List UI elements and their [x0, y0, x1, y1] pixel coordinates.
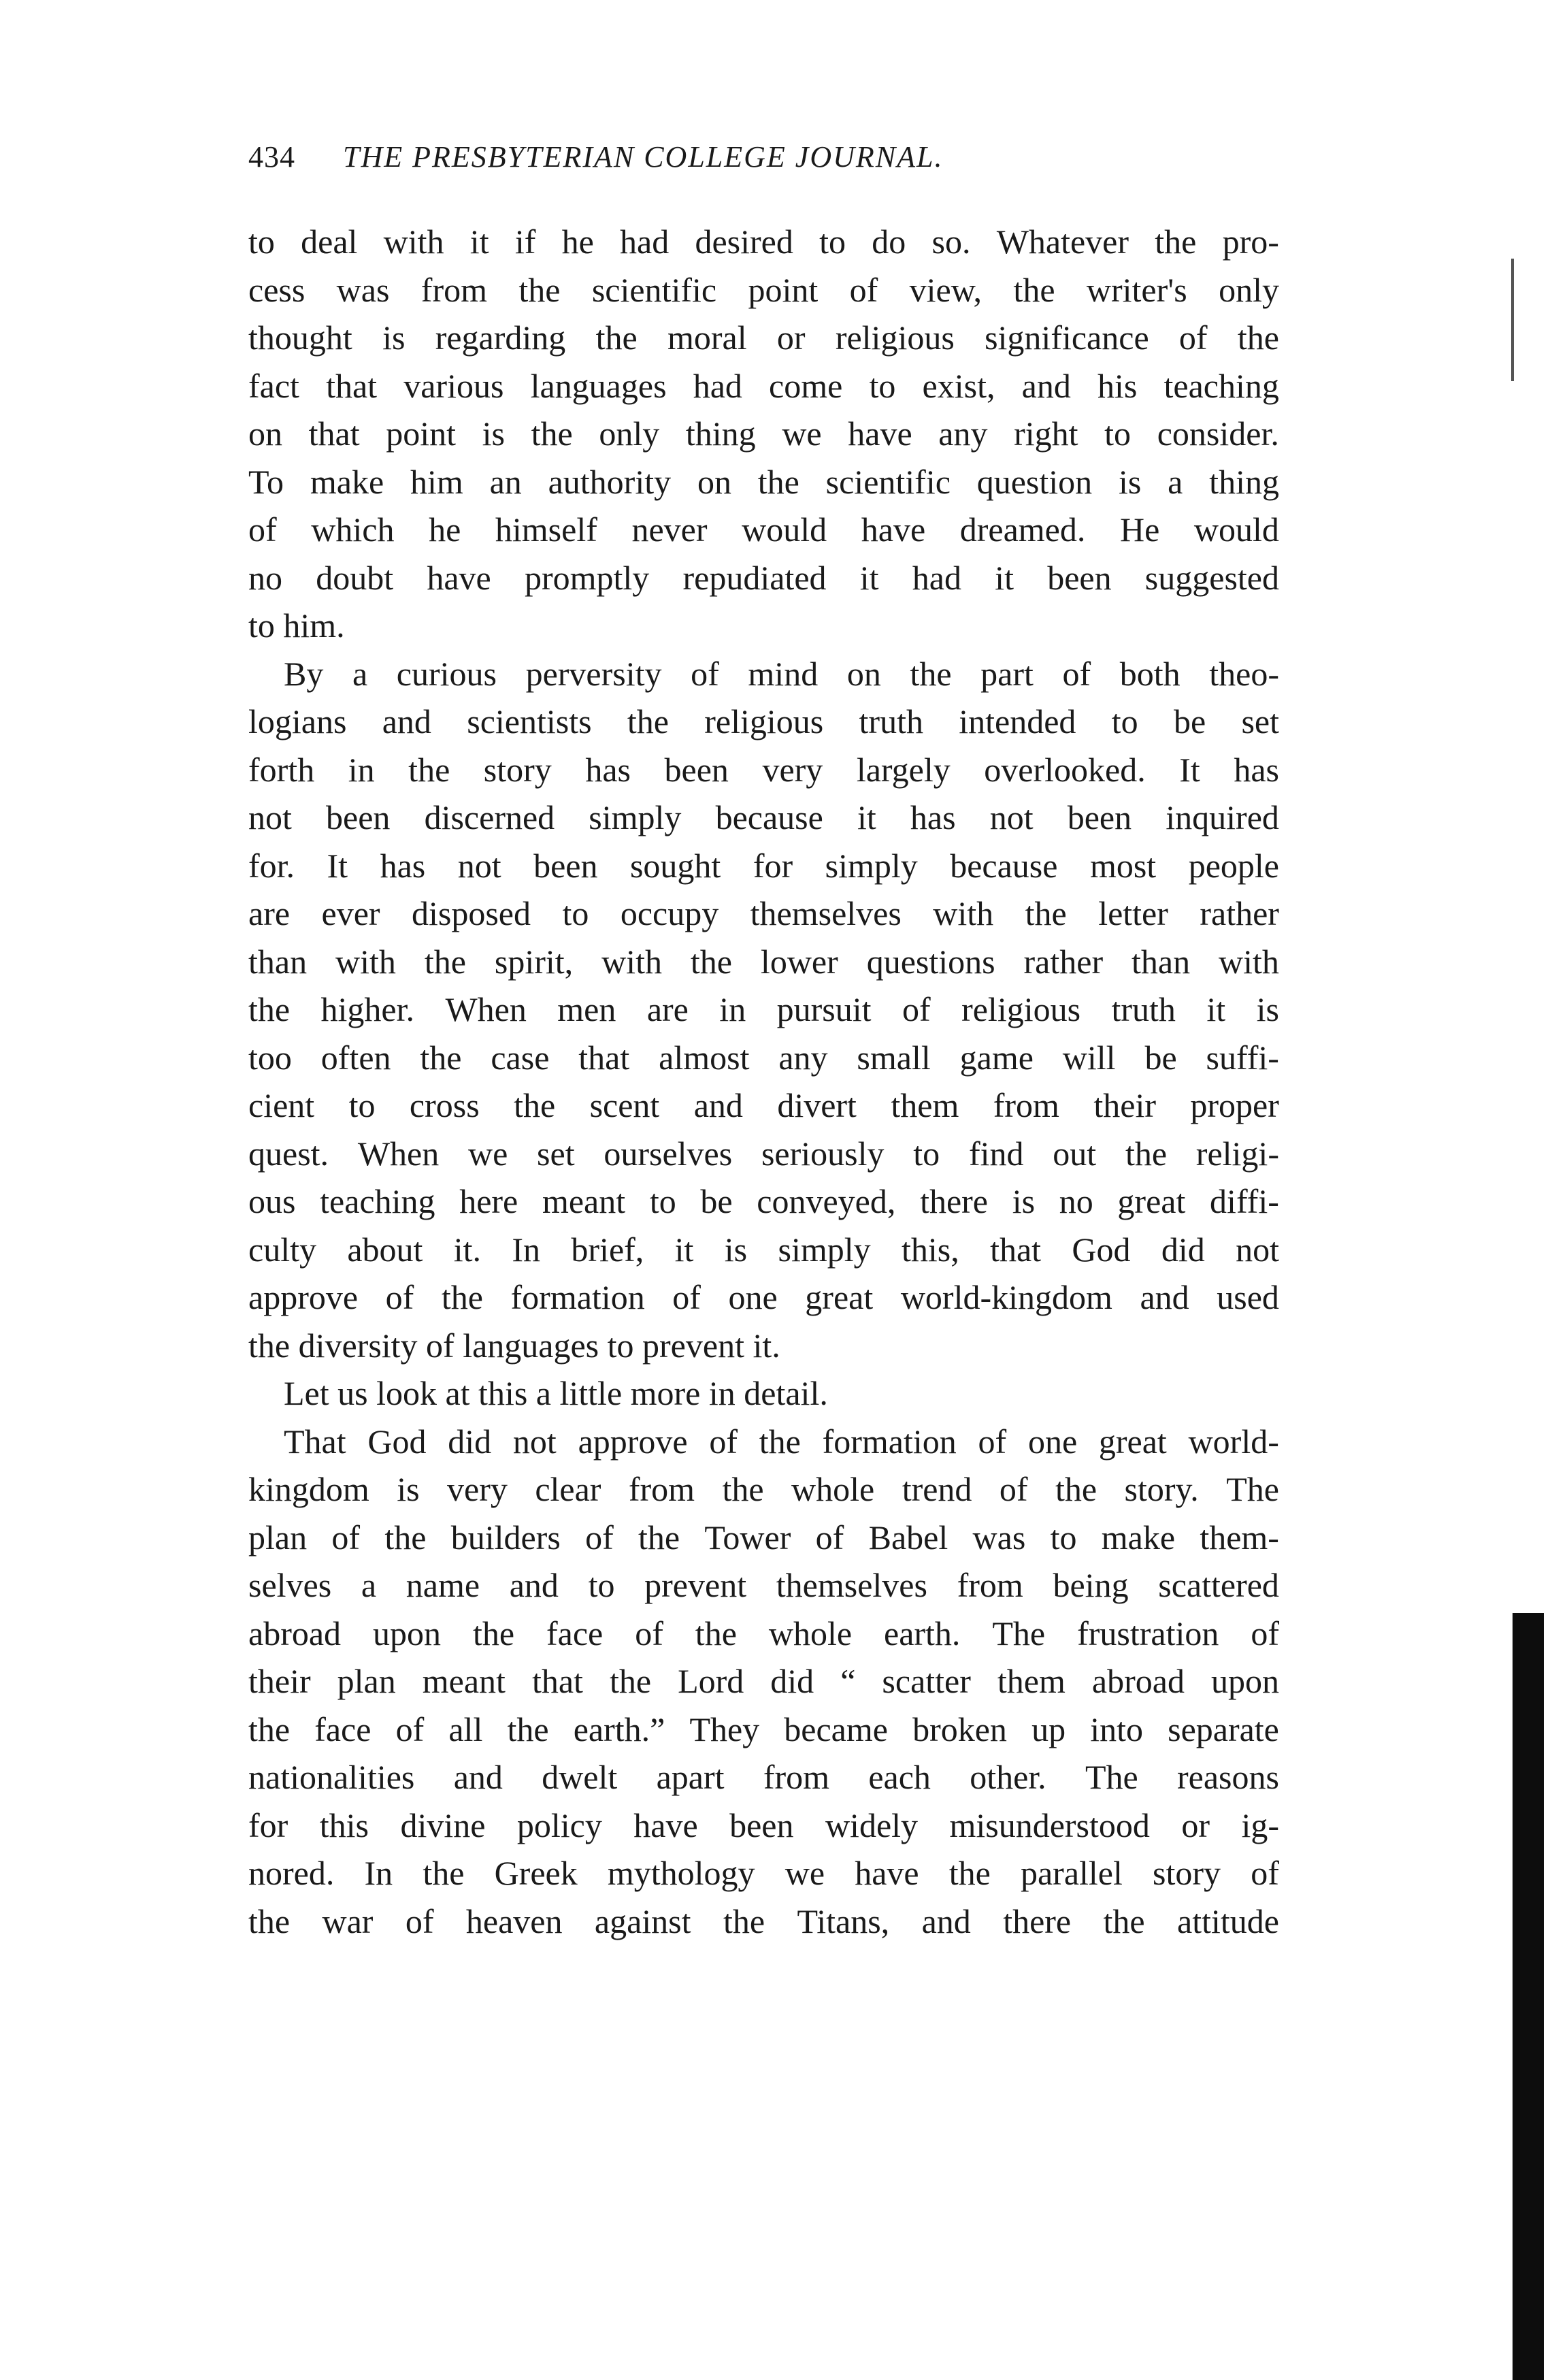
- text-line: selves a name and to prevent themselves from being scattered: [248, 1566, 1279, 1604]
- text-line: nored. In the Greek mythology we have the parallel story of: [248, 1854, 1279, 1892]
- text-line: on that point is the only thing we have any right to consider.: [248, 414, 1279, 453]
- text-line: approve of the formation of one great world-kingdom and used: [248, 1278, 1279, 1316]
- text-line: culty about it. In brief, it is simply this, that God did not: [248, 1230, 1279, 1269]
- body-text: [248, 218, 1279, 1945]
- paragraph: [248, 650, 1279, 1370]
- text-line: kingdom is very clear from the whole trend of the story. The: [248, 1470, 1279, 1508]
- text-line: the war of heaven against the Titans, and there the attitude: [248, 1902, 1279, 1940]
- running-head: [248, 140, 1289, 180]
- text-line: than with the spirit, with the lower questions rather than with: [248, 942, 1279, 981]
- text-line: nationalities and dwelt apart from each other. The reasons: [248, 1758, 1279, 1796]
- text-line: cess was from the scientific point of view, the writer's only: [248, 270, 1279, 309]
- text-line: Let us look at this a little more in detail.: [284, 1374, 828, 1412]
- text-line: not been discerned simply because it has not been inquired: [248, 798, 1279, 836]
- text-line: That God did not approve of the formation of one great world-: [284, 1422, 1279, 1461]
- paragraph: [248, 218, 1279, 650]
- text-line: too often the case that almost any small game will be suffi-: [248, 1038, 1279, 1077]
- page-edge: [1504, 0, 1552, 2380]
- text-line: quest. When we set ourselves seriously to find out the religi-: [248, 1134, 1279, 1173]
- text-line: to deal with it if he had desired to do so. Whatever the pro-: [248, 223, 1279, 261]
- text-line: are ever disposed to occupy themselves with the letter rather: [248, 894, 1279, 932]
- text-line: of which he himself never would have dreamed. He would: [248, 510, 1279, 549]
- text-line: thought is regarding the moral or religious significance of the: [248, 319, 1279, 357]
- text-line: plan of the builders of the Tower of Babel was to make them-: [248, 1518, 1279, 1556]
- text-line: their plan meant that the Lord did “ scatter them abroad upon: [248, 1662, 1279, 1700]
- text-line: the diversity of languages to prevent it.: [248, 1326, 780, 1365]
- text-line: no doubt have promptly repudiated it had it been suggested: [248, 558, 1279, 597]
- text-line: the face of all the earth.” They became broken up into separate: [248, 1710, 1279, 1748]
- text-line: to him.: [248, 606, 345, 645]
- text-line: the higher. When men are in pursuit of religious truth it is: [248, 990, 1279, 1028]
- binding-shadow: [1513, 1613, 1544, 2380]
- journal-title: THE PRESBYTERIAN COLLEGE JOURNAL.: [343, 140, 944, 174]
- text-line: cient to cross the scent and divert them from their proper: [248, 1086, 1279, 1124]
- text-line: for this divine policy have been widely misunderstood or ig-: [248, 1806, 1279, 1844]
- text-line: fact that various languages had come to exist, and his teaching: [248, 366, 1279, 405]
- text-line: By a curious perversity of mind on the part of both theo-: [284, 654, 1279, 693]
- text-line: for. It has not been sought for simply because most people: [248, 846, 1279, 885]
- paragraph: [248, 1418, 1279, 1946]
- text-line: ous teaching here meant to be conveyed, there is no great diffi-: [248, 1182, 1279, 1220]
- text-line: forth in the story has been very largely overlooked. It has: [248, 750, 1279, 789]
- scan-mark: [1511, 259, 1514, 381]
- paragraph: [248, 1369, 1279, 1418]
- text-line: To make him an authority on the scientific question is a thing: [248, 462, 1279, 501]
- page-number: 434: [248, 140, 295, 174]
- text-line: abroad upon the face of the whole earth. The frustration of: [248, 1614, 1279, 1652]
- text-line: logians and scientists the religious truth intended to be set: [248, 702, 1279, 740]
